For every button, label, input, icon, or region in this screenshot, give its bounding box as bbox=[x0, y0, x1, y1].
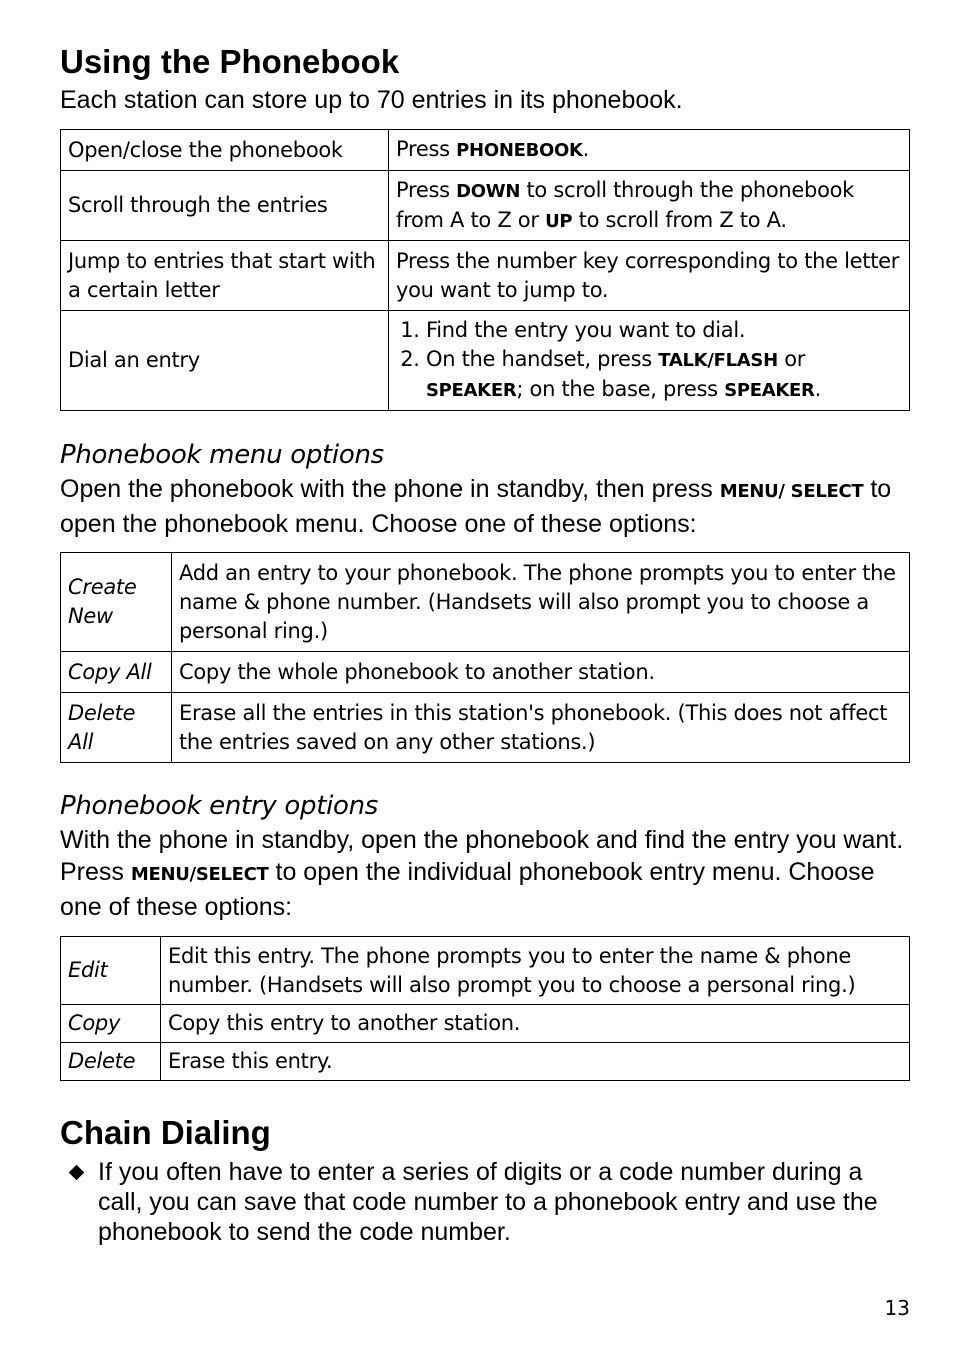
option-cell: Create New bbox=[61, 553, 172, 652]
table-row bbox=[61, 241, 910, 311]
table-row bbox=[61, 130, 910, 171]
description-cell: Add an entry to your phonebook. The phone prompts you to enter the name & phone number. (Handsets will also prompt you to choose a personal ring.) bbox=[172, 553, 910, 652]
description-cell: Erase all the entries in this station's phonebook. (This does not affect the entries saved on any other stations.) bbox=[172, 693, 910, 763]
list-item: 1. Find the entry you want to dial. bbox=[426, 316, 902, 345]
option-cell: Copy All bbox=[61, 652, 172, 693]
table-row bbox=[61, 693, 910, 763]
action-cell: Jump to entries that start with a certain letter bbox=[61, 241, 389, 311]
talk-key: TALK bbox=[658, 350, 708, 371]
table-row bbox=[61, 1043, 910, 1081]
description-cell: Erase this entry. bbox=[161, 1043, 910, 1081]
list-item: 2. On the handset, press TALK/FLASH or SPEAKER; on the base, press SPEAKER. bbox=[426, 345, 902, 405]
section-title-phonebook: Using the Phonebook bbox=[60, 43, 400, 80]
phonebook-intro: Each station can store up to 70 entries in its phonebook. bbox=[60, 86, 683, 114]
list-item bbox=[60, 1157, 910, 1247]
menu-options-heading: Phonebook menu options bbox=[60, 440, 384, 470]
description-cell: Copy this entry to another station. bbox=[161, 1005, 910, 1043]
phonebook-key: PHONEBOOK bbox=[456, 140, 583, 161]
menu-select-key: MENU/SELECT bbox=[130, 864, 269, 885]
table-row bbox=[61, 652, 910, 693]
option-cell: Delete bbox=[61, 1043, 161, 1081]
instruction-cell: Press the number key corresponding to the letter you want to jump to. bbox=[389, 241, 910, 311]
menu-options-intro: Open the phonebook with the phone in standby, then press MENU/ SELECT to open the phonebook menu. Choose one of these options: bbox=[60, 475, 892, 538]
entry-options-heading: Phonebook entry options bbox=[60, 791, 379, 821]
up-key: UP bbox=[545, 210, 573, 232]
option-cell: Delete All bbox=[61, 693, 172, 763]
phonebook-usage-table bbox=[60, 129, 910, 411]
menu-select-key: MENU/ SELECT bbox=[719, 481, 864, 502]
option-cell: Copy bbox=[61, 1005, 161, 1043]
speaker-key: SPEAKER bbox=[426, 380, 517, 401]
chain-dialing-text: If you often have to enter a series of digits or a code number during a call, you can save that code number to a phonebook entry and use the phonebook to send the code number. bbox=[98, 1158, 878, 1246]
instruction-cell bbox=[389, 311, 910, 411]
page-number: 13 bbox=[884, 1296, 910, 1320]
entry-options-intro: With the phone in standby, open the phonebook and find the entry you want. Press MENU/SELECT to open the individual phonebook entry menu. Choose one of these options: bbox=[60, 826, 904, 921]
instruction-cell: Press PHONEBOOK. bbox=[389, 130, 910, 171]
description-cell: Copy the whole phonebook to another station. bbox=[172, 652, 910, 693]
entry-options-table bbox=[60, 936, 910, 1081]
section-title-chain-dialing: Chain Dialing bbox=[60, 1114, 271, 1151]
base-speaker-key: SPEAKER bbox=[724, 380, 815, 401]
instruction-cell: Press DOWN to scroll through the phonebook from A to Z or UP to scroll from Z to A. bbox=[389, 171, 910, 241]
table-row bbox=[61, 171, 910, 241]
flash-key: FLASH bbox=[713, 350, 778, 371]
table-row bbox=[61, 311, 910, 411]
description-cell: Edit this entry. The phone prompts you to enter the name & phone number. (Handsets will also prompt you to choose a personal ring.) bbox=[161, 937, 910, 1005]
diamond-bullet-icon bbox=[69, 1165, 85, 1181]
action-cell: Dial an entry bbox=[61, 311, 389, 411]
table-row bbox=[61, 1005, 910, 1043]
down-key: DOWN bbox=[456, 180, 521, 202]
table-row bbox=[61, 937, 910, 1005]
manual-page bbox=[60, 40, 910, 1247]
action-cell: Open/close the phonebook bbox=[61, 130, 389, 171]
dial-steps bbox=[396, 316, 902, 405]
action-cell: Scroll through the entries bbox=[61, 171, 389, 241]
option-cell: Edit bbox=[61, 937, 161, 1005]
table-row bbox=[61, 553, 910, 652]
menu-options-table bbox=[60, 552, 910, 763]
